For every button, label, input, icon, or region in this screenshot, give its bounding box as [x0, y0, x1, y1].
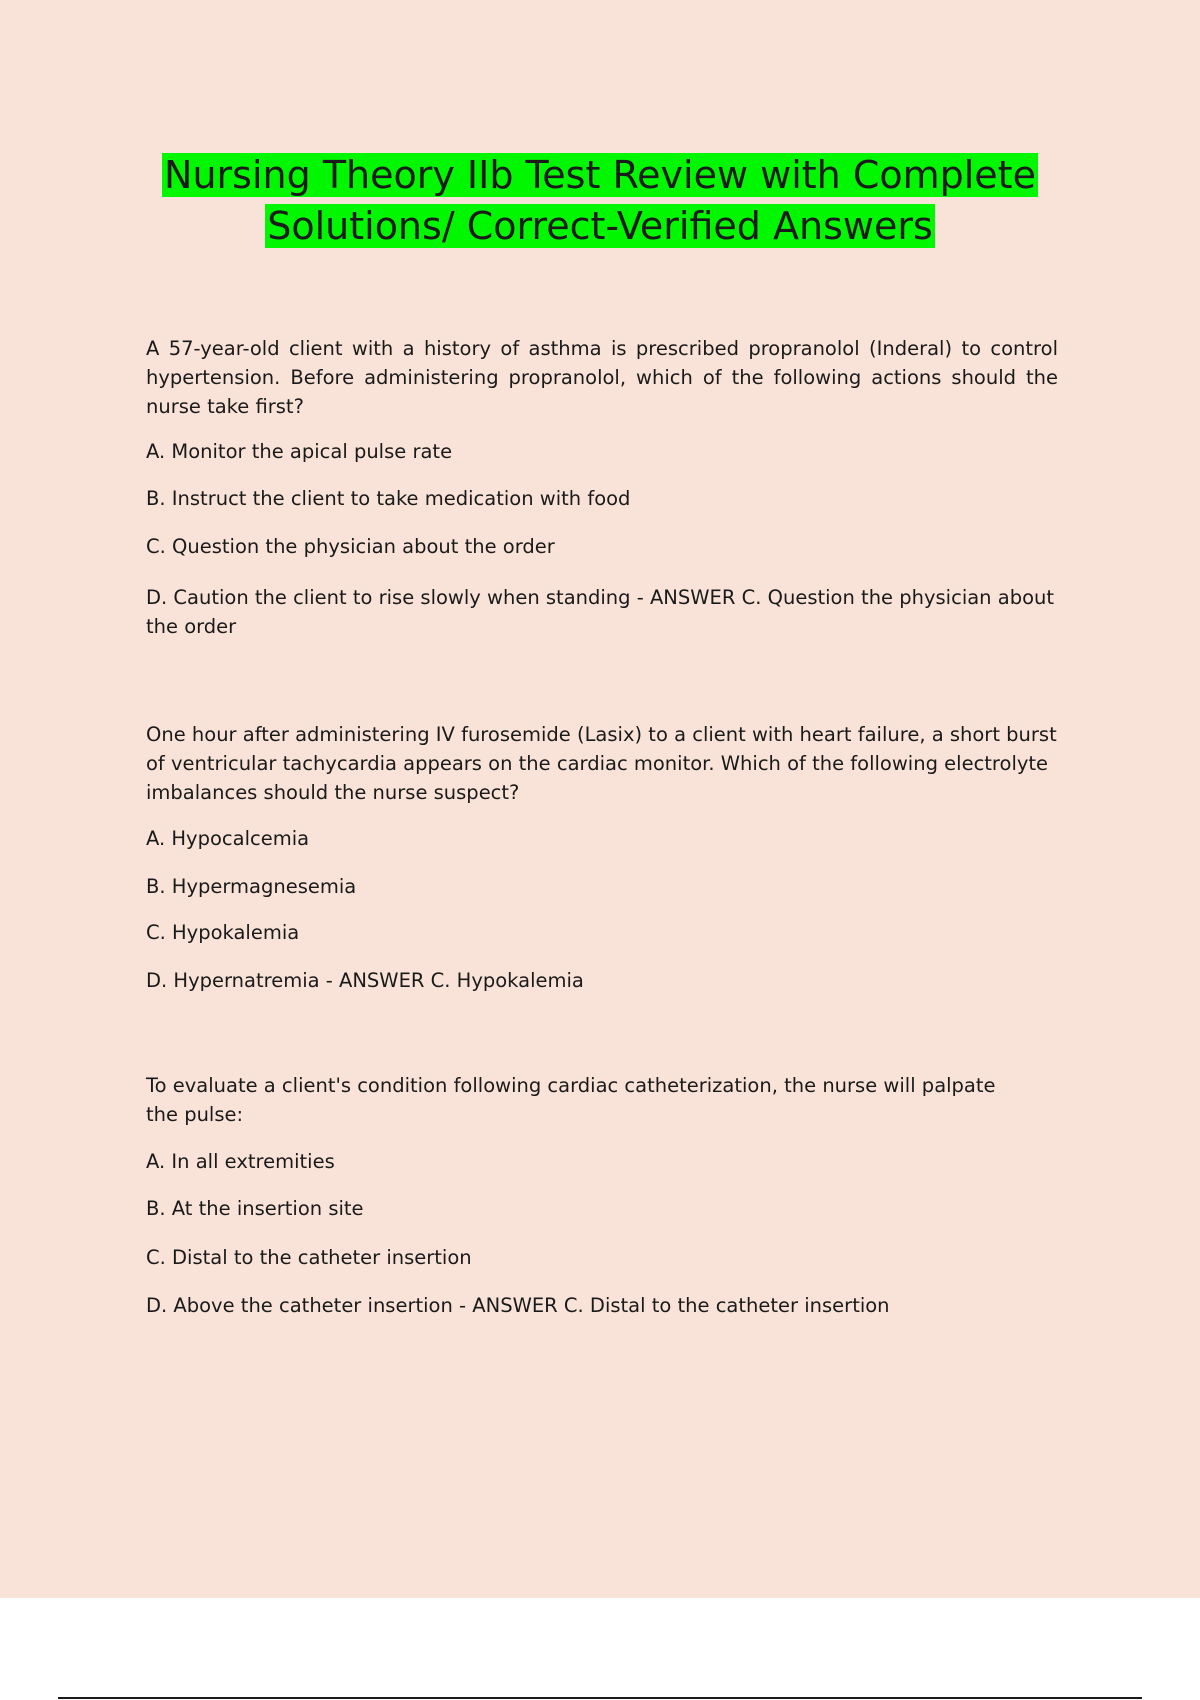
answer-option: A. Hypocalcemia [146, 827, 310, 850]
question-text: A 57-year-old client with a history of asthma is prescribed propranolol (Inderal) to control hypertension. Before administering propranolol, which of the following actions should the nurse take first? [146, 337, 1058, 418]
answer-option: C. Hypokalemia [146, 921, 300, 944]
document-title [100, 150, 1100, 252]
answer-option: D. Above the catheter insertion - ANSWER C. Distal to the catheter insertion [146, 1294, 890, 1317]
answer-option: B. At the insertion site [146, 1197, 364, 1220]
answer-option: C. Distal to the catheter insertion [146, 1246, 472, 1269]
answer-option: B. Instruct the client to take medication with food [146, 487, 631, 510]
question-line-1: To evaluate a client's condition following cardiac catheterization, the nurse will palpate [146, 1074, 996, 1097]
footer-divider [58, 1697, 1142, 1699]
answer-option: C. Question the physician about the order [146, 535, 555, 558]
answer-option: A. In all extremities [146, 1150, 335, 1173]
question-block-1 [146, 334, 1058, 641]
title-line-1: Nursing Theory IIb Test Review with Complete [164, 153, 1036, 197]
question-text [146, 1071, 1058, 1129]
answer-option: D. Hypernatremia - ANSWER C. Hypokalemia [146, 969, 584, 992]
answer-option: D. Caution the client to rise slowly when standing - ANSWER C. Question the physician about the order [146, 586, 1055, 638]
answer-option: A. Monitor the apical pulse rate [146, 440, 453, 463]
title-line-2: Solutions/ Correct-Verified Answers [267, 204, 933, 248]
answer-option: B. Hypermagnesemia [146, 875, 357, 898]
question-block-3 [146, 1071, 1058, 1320]
question-block-2 [146, 720, 1058, 995]
question-line-2: the pulse: [146, 1103, 244, 1126]
question-text: One hour after administering IV furosemide (Lasix) to a client with heart failure, a short burst of ventricular tachycardia appears on the cardiac monitor. Which of the following electrolyte imbalances should the nurse suspect? [146, 723, 1057, 804]
